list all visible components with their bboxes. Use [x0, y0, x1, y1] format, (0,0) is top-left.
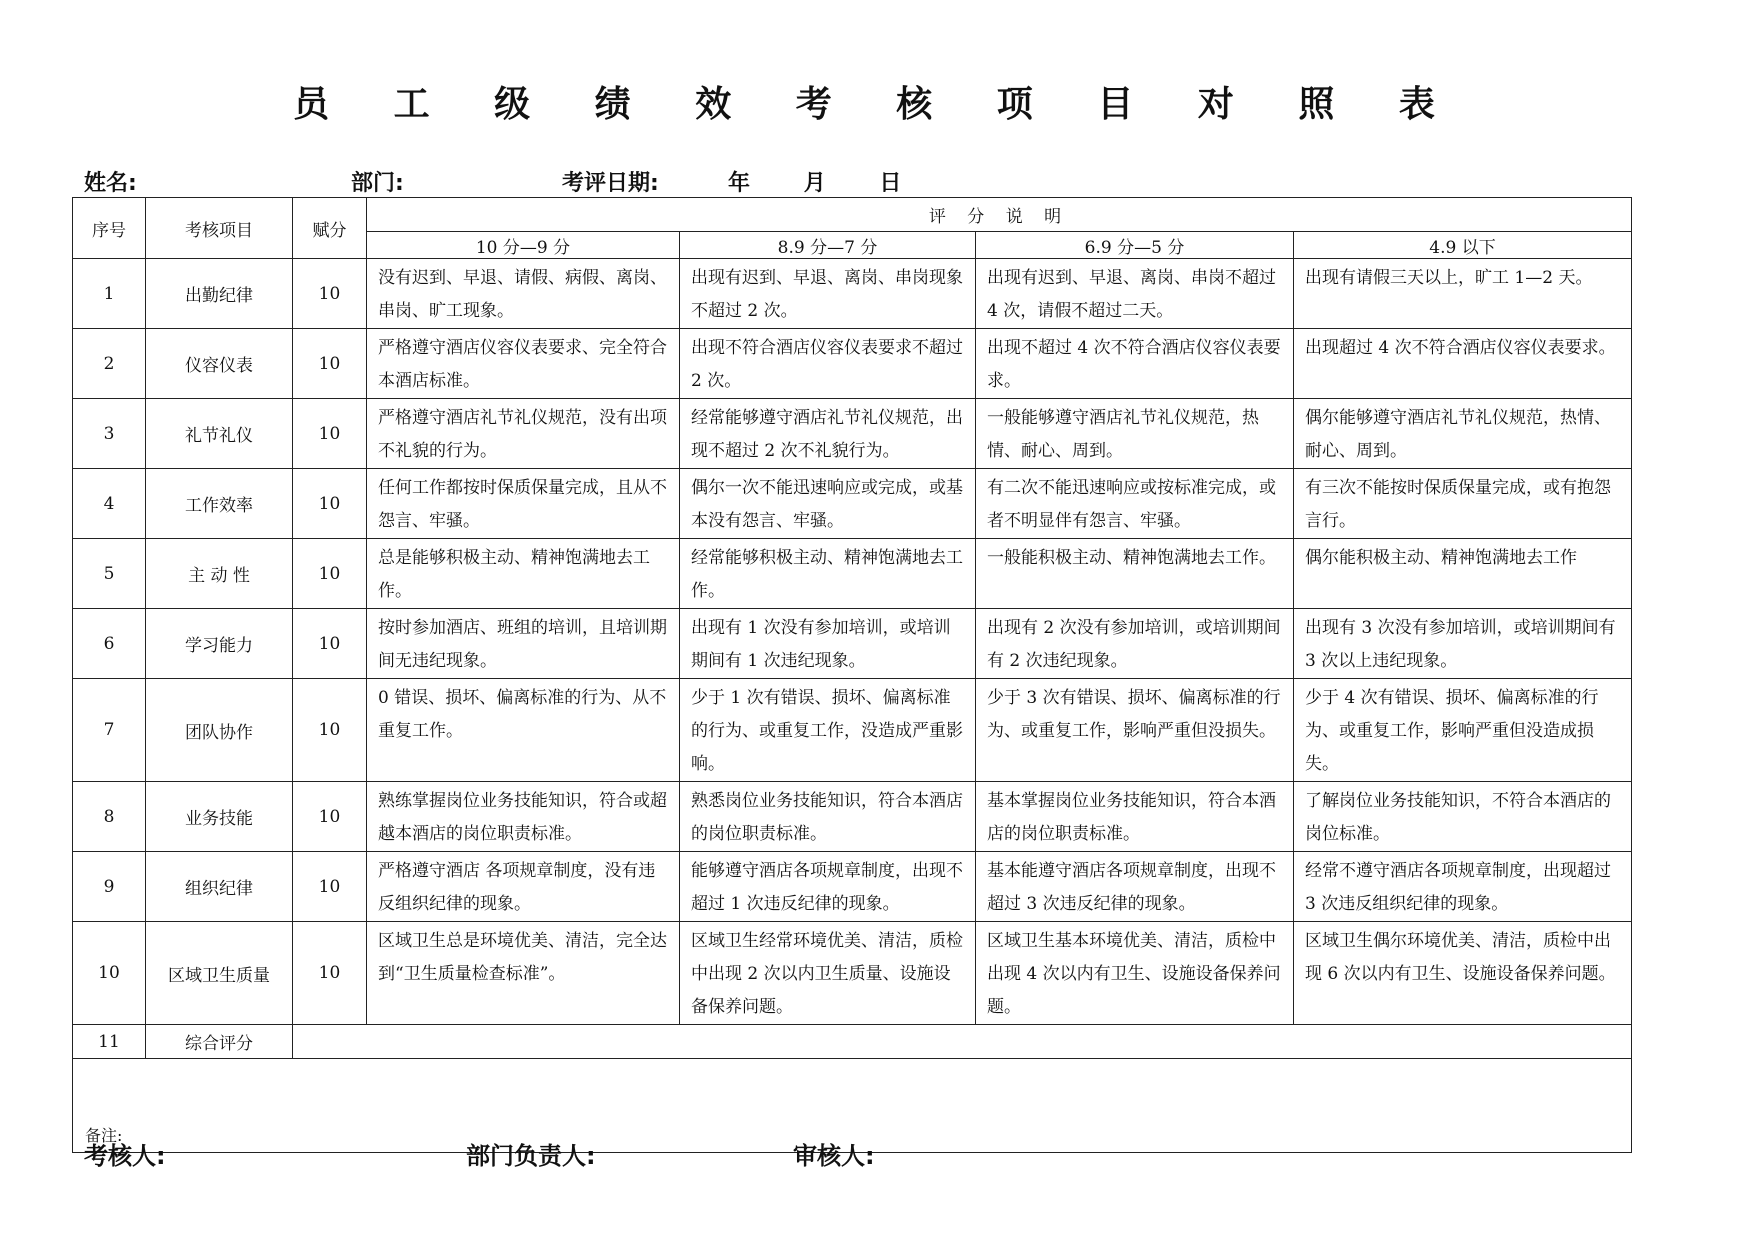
row-criteria-level-2: 熟悉岗位业务技能知识，符合本酒店的岗位职责标准。: [680, 782, 976, 852]
assessor-label: 考核人:: [84, 1142, 166, 1170]
evaluation-date-label: 考评日期:: [562, 171, 659, 196]
row-item: 出勤纪律: [146, 259, 293, 329]
row-criteria-level-2: 偶尔一次不能迅速响应或完成，或基本没有怨言、牢骚。: [680, 469, 976, 539]
row-score: 10: [293, 609, 367, 679]
row-score: 10: [293, 329, 367, 399]
table-row: [73, 259, 1632, 329]
date-year-label: 年: [728, 171, 751, 196]
date-day-label: 日: [879, 171, 902, 196]
header-no: 序号: [73, 198, 146, 259]
summary-number: 11: [73, 1025, 146, 1059]
row-criteria-level-3: 一般能积极主动、精神饱满地去工作。: [976, 539, 1294, 609]
header-item: 考核项目: [146, 198, 293, 259]
summary-score-field[interactable]: [293, 1025, 1632, 1059]
header-level-2: 8.9 分—7 分: [680, 232, 976, 259]
evaluation-date-fields: [728, 166, 947, 197]
row-item: 团队协作: [146, 679, 293, 782]
row-criteria-level-1: 区域卫生总是环境优美、清洁，完全达到“卫生质量检查标准”。: [367, 922, 680, 1025]
row-number: 4: [73, 469, 146, 539]
row-score: 10: [293, 852, 367, 922]
name-label: 姓名:: [84, 171, 137, 196]
row-criteria-level-2: 经常能够积极主动、精神饱满地去工作。: [680, 539, 976, 609]
header-score: 赋分: [293, 198, 367, 259]
row-item: 区域卫生质量: [146, 922, 293, 1025]
row-criteria-level-2: 出现不符合酒店仪容仪表要求不超过 2 次。: [680, 329, 976, 399]
department-label: 部门:: [351, 171, 404, 196]
table-row: [73, 852, 1632, 922]
row-criteria-level-2: 能够遵守酒店各项规章制度，出现不超过 1 次违反纪律的现象。: [680, 852, 976, 922]
remark-label: 备注:: [85, 1126, 123, 1145]
row-score: 10: [293, 399, 367, 469]
table-row: [73, 329, 1632, 399]
row-criteria-level-1: 严格遵守酒店仪容仪表要求、完全符合本酒店标准。: [367, 329, 680, 399]
summary-item: 综合评分: [146, 1025, 293, 1059]
row-criteria-level-1: 没有迟到、早退、请假、病假、离岗、串岗、旷工现象。: [367, 259, 680, 329]
summary-row: [73, 1025, 1632, 1059]
row-criteria-level-2: 经常能够遵守酒店礼节礼仪规范，出现不超过 2 次不礼貌行为。: [680, 399, 976, 469]
row-criteria-level-3: 区域卫生基本环境优美、清洁，质检中出现 4 次以内有卫生、设施设备保养问题。: [976, 922, 1294, 1025]
row-criteria-level-1: 任何工作都按时保质保量完成，且从不怨言、牢骚。: [367, 469, 680, 539]
row-criteria-level-3: 一般能够遵守酒店礼节礼仪规范，热情、耐心、周到。: [976, 399, 1294, 469]
row-score: 10: [293, 539, 367, 609]
row-number: 2: [73, 329, 146, 399]
header-level-4: 4.9 以下: [1294, 232, 1632, 259]
row-item: 礼节礼仪: [146, 399, 293, 469]
row-criteria-level-1: 0 错误、损坏、偏离标准的行为、从不重复工作。: [367, 679, 680, 782]
row-number: 8: [73, 782, 146, 852]
row-item: 组织纪律: [146, 852, 293, 922]
row-criteria-level-4: 出现有 3 次没有参加培训，或培训期间有 3 次以上违纪现象。: [1294, 609, 1632, 679]
row-criteria-level-4: 有三次不能按时保质保量完成，或有抱怨言行。: [1294, 469, 1632, 539]
header-description: 评 分 说 明: [367, 198, 1632, 232]
header-row: [73, 198, 1632, 232]
row-criteria-level-2: 区域卫生经常环境优美、清洁，质检中出现 2 次以内卫生质量、设施设备保养问题。: [680, 922, 976, 1025]
row-criteria-level-1: 按时参加酒店、班组的培训，且培训期间无违纪现象。: [367, 609, 680, 679]
table-row: [73, 782, 1632, 852]
row-criteria-level-3: 出现有迟到、早退、离岗、串岗不超过 4 次，请假不超过二天。: [976, 259, 1294, 329]
row-number: 10: [73, 922, 146, 1025]
row-score: 10: [293, 679, 367, 782]
row-number: 7: [73, 679, 146, 782]
table-row: [73, 399, 1632, 469]
row-item: 主 动 性: [146, 539, 293, 609]
table-row: [73, 609, 1632, 679]
row-number: 9: [73, 852, 146, 922]
row-criteria-level-4: 偶尔能够遵守酒店礼节礼仪规范，热情、耐心、周到。: [1294, 399, 1632, 469]
row-criteria-level-2: 出现有 1 次没有参加培训，或培训期间有 1 次违纪现象。: [680, 609, 976, 679]
row-criteria-level-4: 出现超过 4 次不符合酒店仪容仪表要求。: [1294, 329, 1632, 399]
row-score: 10: [293, 469, 367, 539]
page-title: 员 工 级 绩 效 考 核 项 目 对 照 表: [293, 84, 1461, 125]
row-score: 10: [293, 259, 367, 329]
row-criteria-level-4: 经常不遵守酒店各项规章制度，出现超过 3 次违反组织纪律的现象。: [1294, 852, 1632, 922]
row-criteria-level-1: 总是能够积极主动、精神饱满地去工作。: [367, 539, 680, 609]
row-criteria-level-1: 严格遵守酒店 各项规章制度，没有违反组织纪律的现象。: [367, 852, 680, 922]
row-number: 3: [73, 399, 146, 469]
row-criteria-level-4: 出现有请假三天以上，旷工 1—2 天。: [1294, 259, 1632, 329]
row-criteria-level-1: 严格遵守酒店礼节礼仪规范，没有出项不礼貌的行为。: [367, 399, 680, 469]
row-criteria-level-1: 熟练掌握岗位业务技能知识，符合或超越本酒店的岗位职责标准。: [367, 782, 680, 852]
row-number: 5: [73, 539, 146, 609]
row-criteria-level-2: 出现有迟到、早退、离岗、串岗现象不超过 2 次。: [680, 259, 976, 329]
row-criteria-level-4: 偶尔能积极主动、精神饱满地去工作: [1294, 539, 1632, 609]
table-row: [73, 539, 1632, 609]
row-criteria-level-3: 基本能遵守酒店各项规章制度，出现不超过 3 次违反纪律的现象。: [976, 852, 1294, 922]
row-criteria-level-3: 有二次不能迅速响应或按标准完成，或者不明显伴有怨言、牢骚。: [976, 469, 1294, 539]
table-body: [73, 198, 1632, 1153]
department-head-label: 部门负责人:: [466, 1142, 596, 1170]
date-month-label: 月: [803, 171, 826, 196]
row-criteria-level-2: 少于 1 次有错误、损坏、偏离标准的行为、或重复工作，没造成严重影响。: [680, 679, 976, 782]
row-number: 1: [73, 259, 146, 329]
row-score: 10: [293, 782, 367, 852]
row-criteria-level-4: 了解岗位业务技能知识，不符合本酒店的岗位标准。: [1294, 782, 1632, 852]
row-criteria-level-3: 出现有 2 次没有参加培训，或培训期间有 2 次违纪现象。: [976, 609, 1294, 679]
reviewer-label: 审核人:: [793, 1142, 875, 1170]
row-criteria-level-4: 区域卫生偶尔环境优美、清洁，质检中出现 6 次以内有卫生、设施设备保养问题。: [1294, 922, 1632, 1025]
row-criteria-level-3: 少于 3 次有错误、损坏、偏离标准的行为、或重复工作，影响严重但没损失。: [976, 679, 1294, 782]
performance-assessment-table: [72, 197, 1632, 1153]
row-item: 业务技能: [146, 782, 293, 852]
row-criteria-level-3: 基本掌握岗位业务技能知识，符合本酒店的岗位职责标准。: [976, 782, 1294, 852]
row-item: 工作效率: [146, 469, 293, 539]
row-number: 6: [73, 609, 146, 679]
row-item: 仪容仪表: [146, 329, 293, 399]
table-row: [73, 679, 1632, 782]
row-score: 10: [293, 922, 367, 1025]
table-row: [73, 922, 1632, 1025]
row-criteria-level-3: 出现不超过 4 次不符合酒店仪容仪表要求。: [976, 329, 1294, 399]
table-row: [73, 469, 1632, 539]
header-level-1: 10 分—9 分: [367, 232, 680, 259]
row-item: 学习能力: [146, 609, 293, 679]
row-criteria-level-4: 少于 4 次有错误、损坏、偏离标准的行为、或重复工作，影响严重但没造成损失。: [1294, 679, 1632, 782]
header-level-3: 6.9 分—5 分: [976, 232, 1294, 259]
